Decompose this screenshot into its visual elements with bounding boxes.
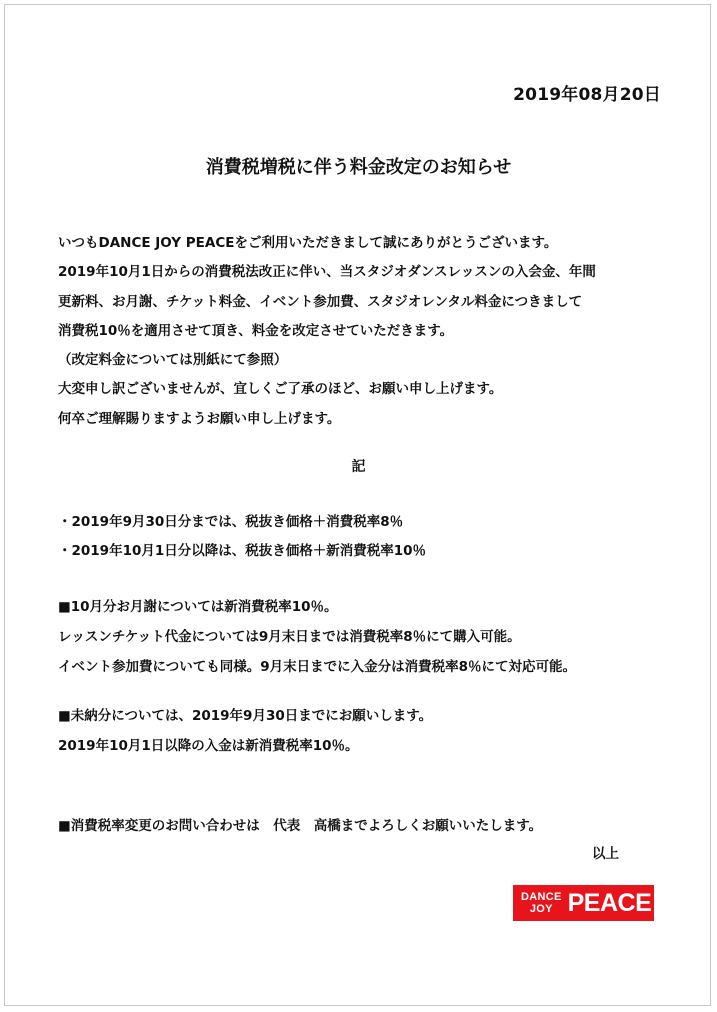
bullet-item: ・2019年10月1日分以降は、税抜き価格＋新消費税率10％ bbox=[58, 543, 427, 559]
section-line: ■10月分お月謝については新消費税率10％。 bbox=[58, 599, 338, 615]
intro-line: （改定料金については別紙にて参照） bbox=[58, 352, 288, 369]
section-line: ■未納分については、2019年9月30日までにお願いします。 bbox=[58, 708, 433, 724]
intro-line: いつもDANCE JOY PEACEをご利用いただきまして誠にありがとうございます。 bbox=[58, 235, 558, 251]
logo-line-joy: JOY bbox=[529, 903, 553, 915]
intro-line: 大変申し訳ございませんが、宜しくご了承のほど、お願い申し上げます。 bbox=[58, 381, 503, 398]
closing-text: 以上 bbox=[592, 846, 619, 862]
section-line: 2019年10月1日以降の入金は新消費税率10％。 bbox=[58, 738, 359, 754]
section-line: イベント参加費についても同様。9月末日までに入金分は消費税率8％にて対応可能。 bbox=[58, 659, 577, 675]
document-title: 消費税増税に伴う料金改定のお知らせ bbox=[205, 157, 512, 178]
contact-line: ■消費税率変更のお問い合わせは 代表 高橋までよろしくお願いいたします。 bbox=[58, 818, 543, 834]
bullet-item: ・2019年9月30日分までは、税抜き価格＋消費税率8％ bbox=[58, 514, 404, 530]
logo-word-peace: PEACE bbox=[567, 888, 652, 917]
dance-joy-peace-logo bbox=[513, 885, 654, 921]
section-line: レッスンチケット代金については9月末日までは消費税率8％にて購入可能。 bbox=[58, 629, 521, 645]
intro-line: 2019年10月1日からの消費税法改正に伴い、当スタジオダンスレッスンの入会金、年間 bbox=[58, 264, 596, 281]
intro-line: 消費税10％を適用させて頂き、料金を改定させていただきます。 bbox=[58, 322, 454, 339]
document-date: 2019年08月20日 bbox=[513, 85, 661, 105]
logo-line-dance: DANCE bbox=[521, 891, 562, 903]
rate-bullets bbox=[58, 508, 426, 566]
ki-heading: 記 bbox=[351, 459, 366, 475]
unpaid-section bbox=[58, 701, 432, 761]
monthly-fee-section bbox=[58, 592, 576, 682]
logo-stack bbox=[521, 891, 562, 915]
intro-paragraph bbox=[58, 229, 596, 434]
intro-line: 更新料、お月謝、チケット料金、イベント参加費、スタジオレンタル料金につきまして bbox=[58, 293, 583, 310]
intro-line: 何卒ご理解賜りますようお願い申し上げます。 bbox=[58, 410, 341, 427]
